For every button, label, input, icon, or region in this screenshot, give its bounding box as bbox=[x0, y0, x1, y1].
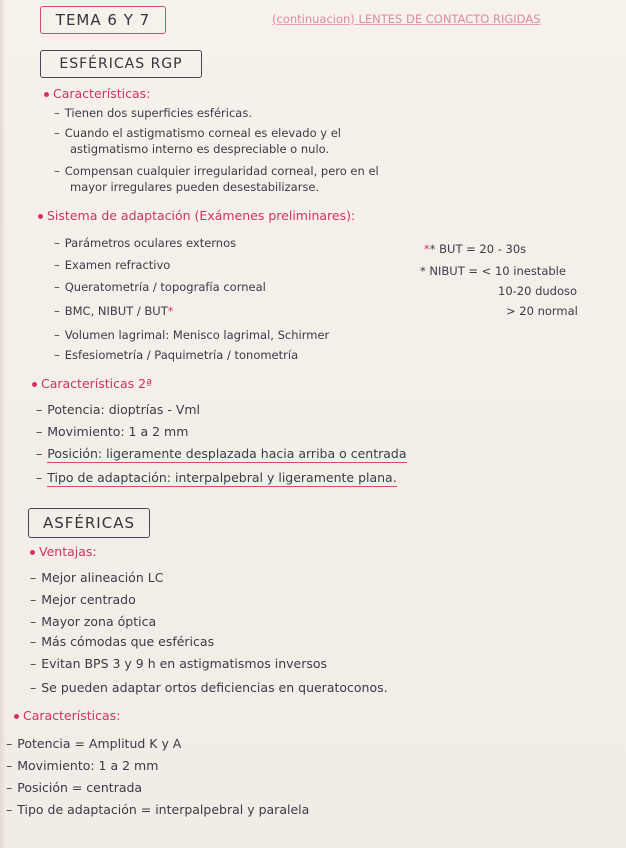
item-text: Más cómodas que esféricas bbox=[41, 634, 215, 649]
item-text: Compensan cualquier irregularidad corneal, pero en el bbox=[64, 164, 379, 178]
heading-label: Características: bbox=[23, 708, 121, 723]
list-item: – Tipo de adaptación = interpalpebral y paralela bbox=[6, 802, 310, 817]
list-item: – Tienen dos superficies esféricas. bbox=[54, 106, 252, 120]
asfericas-title: ASFÉRICAS bbox=[28, 508, 150, 538]
bullet-dot-icon bbox=[44, 92, 49, 97]
list-item: – Volumen lagrimal: Menisco lagrimal, Schirmer bbox=[54, 328, 330, 342]
heading-label: Características: bbox=[53, 86, 151, 101]
tema-box: TEMA 6 Y 7 bbox=[40, 6, 166, 34]
heading-label: Sistema de adaptación (Exámenes preliminares): bbox=[47, 208, 356, 223]
item-text: Tipo de adaptación: interpalpebral y ligeramente plana. bbox=[47, 470, 397, 485]
list-item: – Evitan BPS 3 y 9 h en astigmatismos inversos bbox=[30, 656, 328, 671]
list-item: – Compensan cualquier irregularidad corneal, pero en el bbox=[54, 164, 379, 178]
ventajas-heading bbox=[30, 544, 97, 559]
item-text: Mejor alineación LC bbox=[41, 570, 164, 585]
item-text: Se pueden adaptar ortos deficiencias en queratoconos. bbox=[41, 680, 388, 695]
caracteristicas-heading bbox=[44, 86, 150, 101]
esfericas-title: ESFÉRICAS RGP bbox=[40, 50, 202, 78]
list-item: – Posición = centrada bbox=[6, 780, 143, 795]
item-text: Cuando el astigmatismo corneal es elevado y el bbox=[64, 126, 341, 140]
list-item: – Queratometría / topografía corneal bbox=[54, 280, 266, 294]
item-text: Movimiento: 1 a 2 mm bbox=[47, 424, 189, 439]
bullet-dot-icon bbox=[30, 550, 35, 555]
list-item: – Potencia: dioptrías - Vml bbox=[36, 402, 201, 417]
heading-label: Ventajas: bbox=[39, 544, 97, 559]
car3-heading bbox=[14, 708, 120, 723]
item-text: Potencia: dioptrías - Vml bbox=[47, 402, 201, 417]
header-subtitle: (continuacion) LENTES DE CONTACTO RIGIDAS bbox=[272, 12, 541, 26]
item-text: Queratometría / topografía corneal bbox=[64, 280, 266, 294]
item-text: Evitan BPS 3 y 9 h en astigmatismos inversos bbox=[41, 656, 328, 671]
list-item: – Movimiento: 1 a 2 mm bbox=[6, 758, 159, 773]
item-text: Tienen dos superficies esféricas. bbox=[64, 106, 252, 120]
list-item-continuation: astigmatismo interno es despreciable o nulo. bbox=[70, 142, 330, 156]
nibut-dudoso-note: 10-20 dudoso bbox=[498, 284, 578, 298]
list-item: – Movimiento: 1 a 2 mm bbox=[36, 424, 189, 439]
item-text: Posición: ligeramente desplazada hacia arriba o centrada bbox=[47, 446, 407, 461]
list-item: – Potencia = Amplitud K y A bbox=[6, 736, 182, 751]
list-item: – Cuando el astigmatismo corneal es elevado y el bbox=[54, 126, 341, 140]
list-item: – Mejor alineación LC bbox=[30, 570, 164, 585]
list-item: – Mayor zona óptica bbox=[30, 614, 157, 629]
item-text: Mejor centrado bbox=[41, 592, 136, 607]
item-text: Parámetros oculares externos bbox=[64, 236, 237, 250]
bullet-dot-icon bbox=[38, 214, 43, 219]
list-item: – Más cómodas que esféricas bbox=[30, 634, 215, 649]
nibut-normal-note: > 20 normal bbox=[506, 304, 578, 318]
list-item: – BMC, NIBUT / BUT* bbox=[54, 304, 174, 318]
bullet-dot-icon bbox=[32, 382, 37, 387]
bullet-dot-icon bbox=[14, 714, 19, 719]
list-item: – Se pueden adaptar ortos deficiencias en queratoconos. bbox=[30, 680, 388, 695]
item-text: BMC, NIBUT / BUT bbox=[64, 304, 168, 318]
page-fold-shadow bbox=[0, 0, 6, 848]
item-text: Potencia = Amplitud K y A bbox=[17, 736, 182, 751]
asterisk-icon: * bbox=[167, 304, 174, 318]
sistema-heading bbox=[38, 208, 355, 223]
item-text: Posición = centrada bbox=[17, 780, 143, 795]
item-text: Examen refractivo bbox=[64, 258, 171, 272]
item-text: Tipo de adaptación = interpalpebral y paralela bbox=[17, 802, 310, 817]
list-item: – Posición: ligeramente desplazada hacia arriba o centrada bbox=[36, 446, 407, 461]
item-text: Volumen lagrimal: Menisco lagrimal, Schirmer bbox=[64, 328, 330, 342]
list-item: – Examen refractivo bbox=[54, 258, 171, 272]
list-item: – Parámetros oculares externos bbox=[54, 236, 237, 250]
list-item: – Mejor centrado bbox=[30, 592, 136, 607]
note-text: * BUT = 20 - 30s bbox=[429, 242, 527, 256]
car2-heading bbox=[32, 376, 152, 391]
list-item: – Esfesiometría / Paquimetría / tonometría bbox=[54, 348, 299, 362]
item-text: Mayor zona óptica bbox=[41, 614, 157, 629]
nibut-note: * NIBUT = < 10 inestable bbox=[420, 264, 566, 278]
list-item-continuation: mayor irregulares pueden desestabilizarse. bbox=[70, 180, 320, 194]
item-text: Movimiento: 1 a 2 mm bbox=[17, 758, 159, 773]
but-note: ** BUT = 20 - 30s bbox=[424, 242, 527, 256]
item-text: Esfesiometría / Paquimetría / tonometría bbox=[64, 348, 299, 362]
heading-label: Características 2ª bbox=[41, 376, 153, 391]
list-item: – Tipo de adaptación: interpalpebral y ligeramente plana. bbox=[36, 470, 397, 485]
